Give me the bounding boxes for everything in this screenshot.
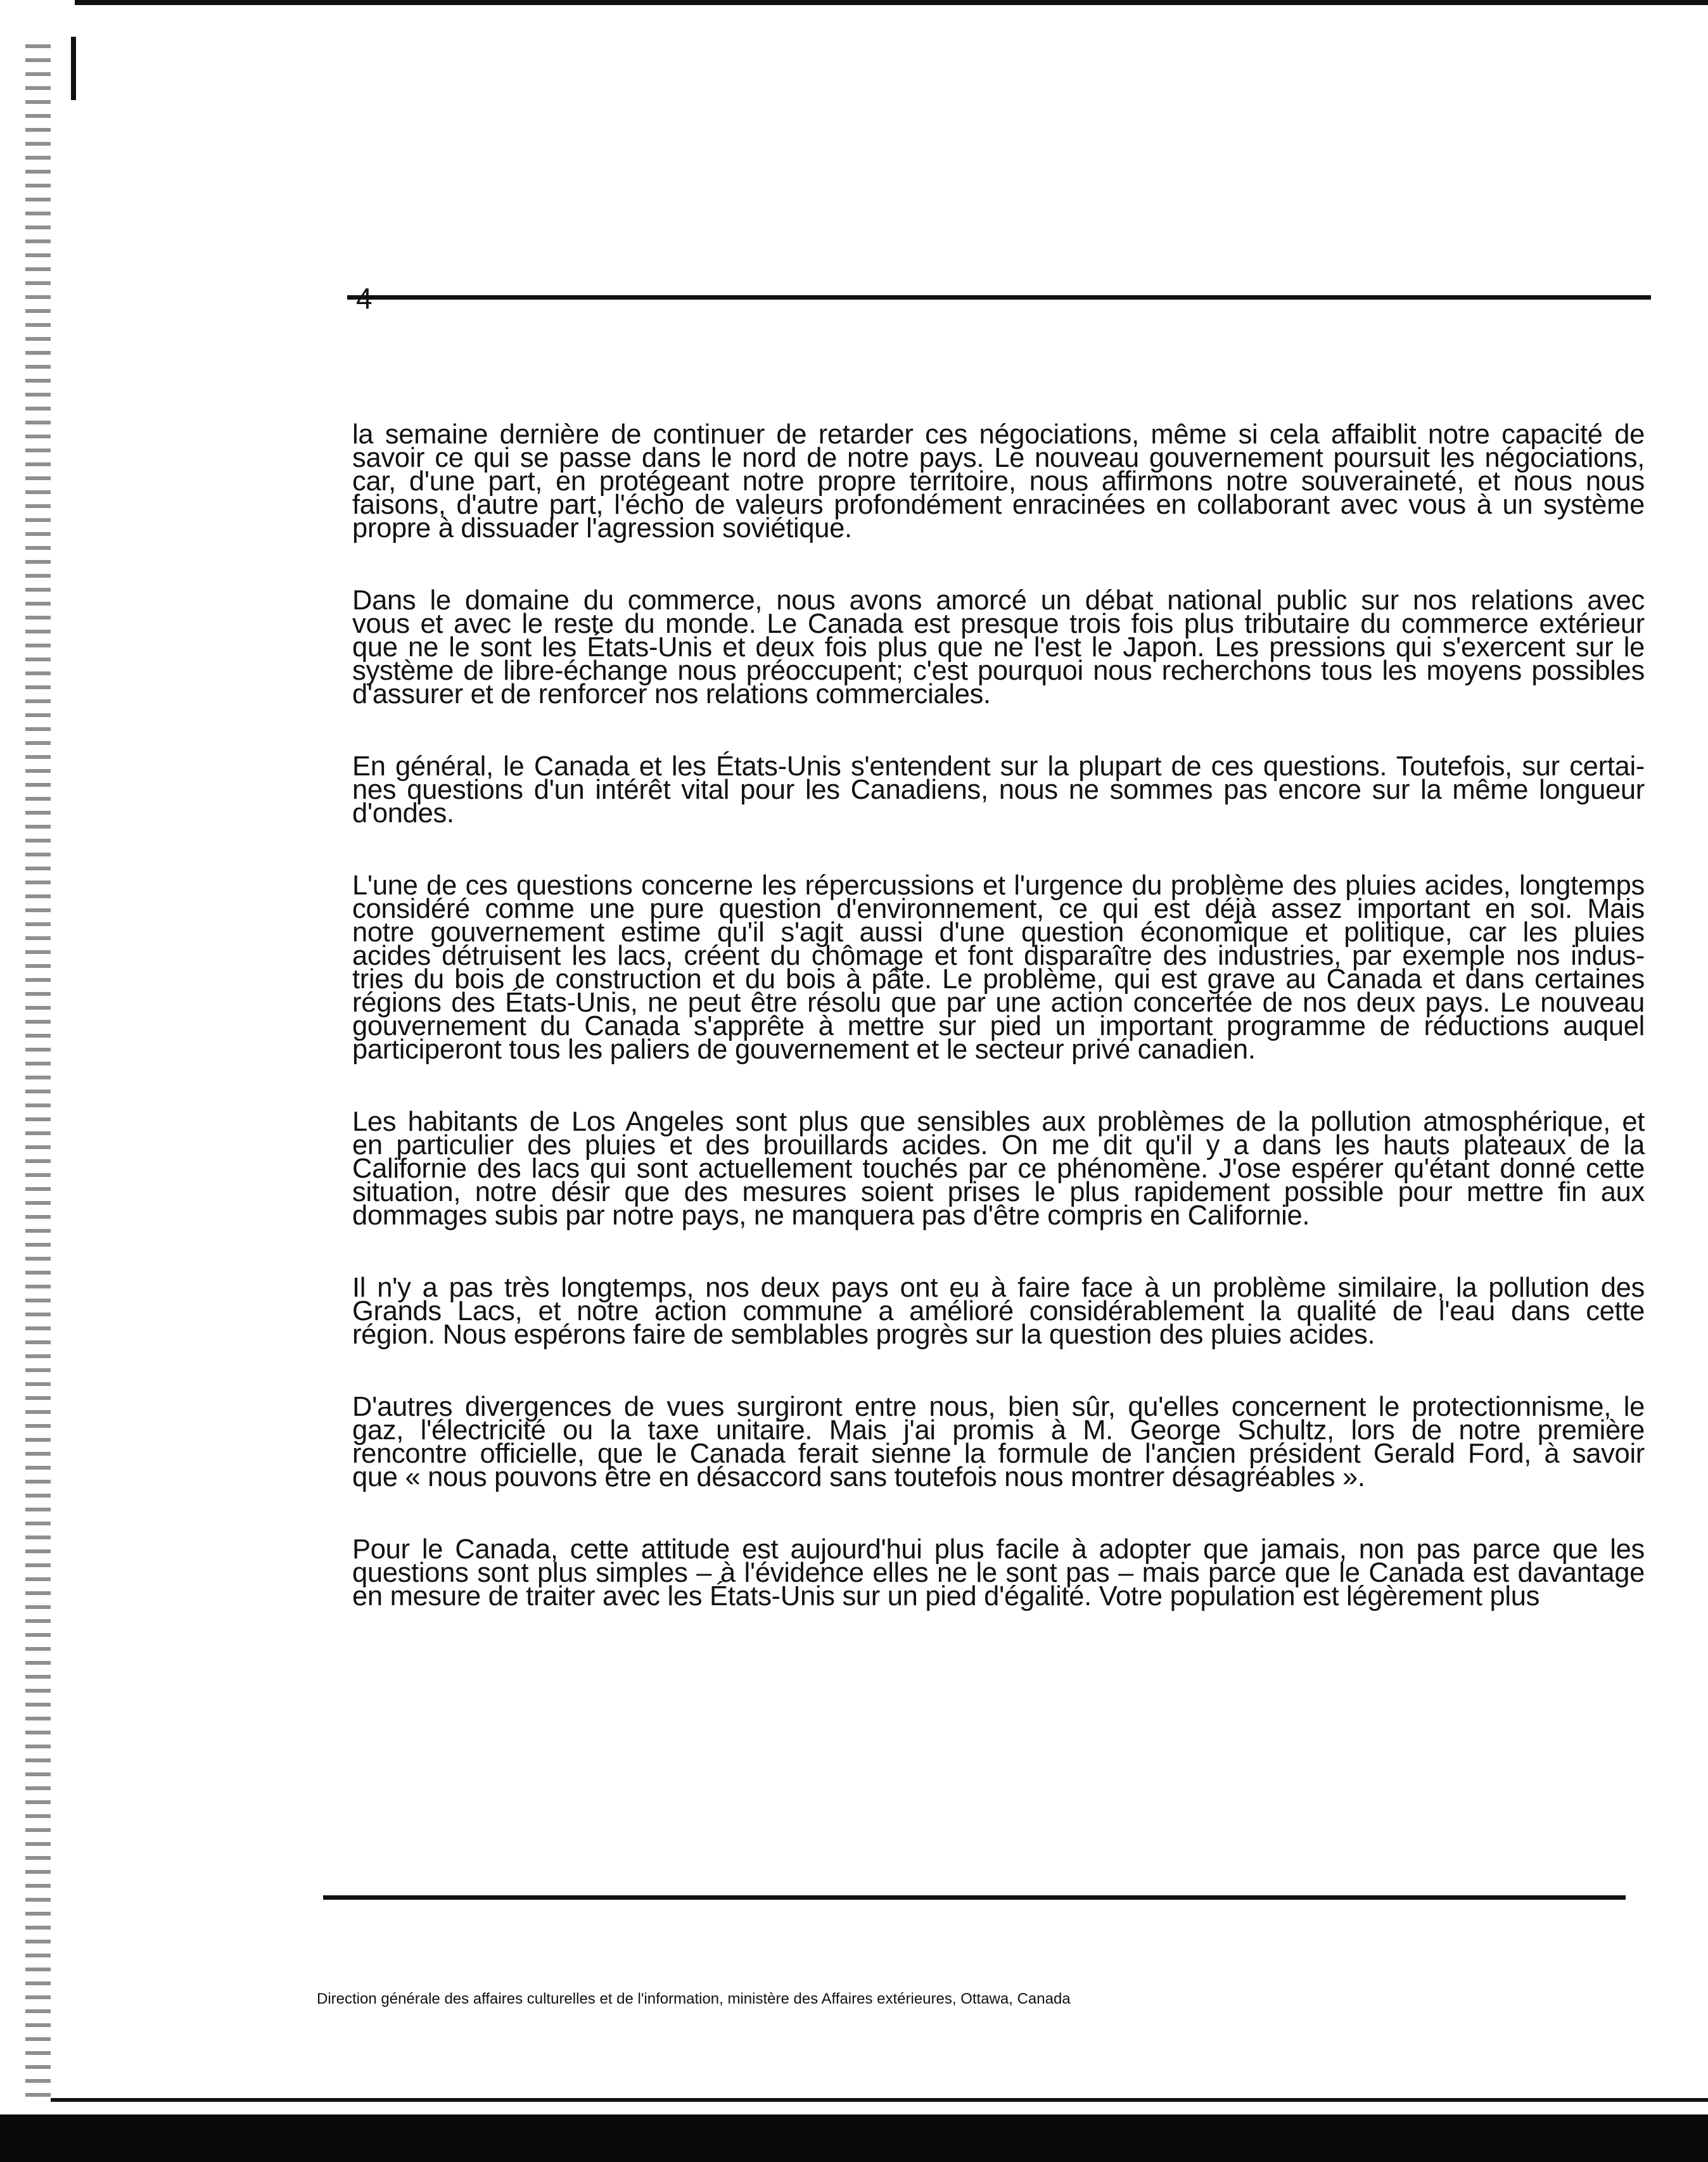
text-line: car, d'une part, en protégeant notre propre territoire, nous affirmons notre souveraineté, et nous nous (352, 466, 1645, 497)
scan-margin-artifact (0, 0, 76, 2162)
text-line: Il n'y a pas très longtemps, nos deux pays ont eu à faire face à un problème similaire, la pollution des (352, 1273, 1645, 1303)
text-line: vous et avec le reste du monde. Le Canada est presque trois fois plus tributaire du commerce extérieur (352, 609, 1645, 639)
text-line: questions sont plus simples – à l'évidence elles ne le sont pas – mais parce que le Canada est davantage (352, 1558, 1645, 1588)
text-line: faisons, d'autre part, l'écho de valeurs profondément enracinées en collaborant avec vous à un système (352, 490, 1645, 520)
paragraph (352, 751, 1645, 829)
text-line: régions des États-Unis, ne peut être résolu que par une action concertée de nos deux pays. Le nouveau (352, 988, 1645, 1018)
text-line: d'assurer et de renforcer nos relations commerciales. (352, 679, 991, 709)
scan-top-edge (75, 0, 1708, 5)
document-body (352, 419, 1645, 1657)
footer-rule (323, 1895, 1626, 1900)
paragraph (352, 1273, 1645, 1350)
text-line: acides détruisent les lacs, créent du chômage et font disparaître des industries, par exemple nos indus- (352, 941, 1645, 971)
text-line: d'ondes. (352, 798, 454, 829)
text-line: nes questions d'un intérêt vital pour les Canadiens, nous ne sommes pas encore sur la même longueur (352, 775, 1645, 805)
text-line: tries du bois de construction et du bois à pâte. Le problème, qui est grave au Canada et dans certaines (352, 964, 1645, 995)
text-line: L'une de ces questions concerne les répercussions et l'urgence du problème des pluies acides, longtemps (352, 870, 1645, 901)
text-line: notre gouvernement estime qu'il s'agit aussi d'une question économique et politique, car les pluies (352, 917, 1645, 948)
text-line: que ne le sont les États-Unis et deux fois plus que ne l'est le Japon. Les pressions qui s'exercent sur le (352, 632, 1645, 663)
paragraph (352, 1534, 1645, 1612)
text-line: Les habitants de Los Angeles sont plus que sensibles aux problèmes de la pollution atmosphérique, et (352, 1107, 1645, 1137)
paragraph (352, 585, 1645, 709)
text-line: système de libre-échange nous préoccupent; c'est pourquoi nous recherchons tous les moyens possibles (352, 656, 1645, 686)
text-line: En général, le Canada et les États-Unis s'entendent sur la plupart de ces questions. Toutefois, sur certai- (352, 751, 1645, 782)
text-line: Grands Lacs, et notre action commune a amélioré considérablement la qualité de l'eau dans cette (352, 1296, 1645, 1326)
text-line: Pour le Canada, cette attitude est aujourd'hui plus facile à adopter que jamais, non pas parce que les (352, 1534, 1645, 1565)
text-line: propre à dissuader l'agression soviétique. (352, 513, 852, 544)
text-line: rencontre officielle, que le Canada ferait sienne la formule de l'ancien président Gerald Ford, à savoir (352, 1439, 1645, 1469)
text-line: participeront tous les paliers de gouvernement et le secteur privé canadien. (352, 1034, 1256, 1065)
text-line: en mesure de traiter avec les États-Unis sur un pied d'égalité. Votre population est légèrement plus (352, 1581, 1540, 1612)
scan-bottom-line (51, 2098, 1708, 2102)
text-line: gouvernement du Canada s'apprête à mettre sur pied un important programme de réductions auquel (352, 1011, 1645, 1041)
text-line: que « nous pouvons être en désaccord sans toutefois nous montrer désagréables ». (352, 1462, 1365, 1492)
text-line: la semaine dernière de continuer de retarder ces négociations, même si cela affaiblit notre capacité de (352, 419, 1645, 450)
footer-credit: Direction générale des affaires culturelles et de l'information, ministère des Affaires extérieures, Ottawa, Canada (317, 1990, 1071, 2007)
text-line: en particulier des pluies et des brouillards acides. On me dit qu'il y a dans les hauts plateaux de la (352, 1130, 1645, 1160)
paragraph (352, 870, 1645, 1065)
text-line: savoir ce qui se passe dans le nord de notre pays. Le nouveau gouvernement poursuit les négociations, (352, 443, 1645, 473)
text-line: D'autres divergences de vues surgiront entre nous, bien sûr, qu'elles concernent le protectionnisme, le (352, 1392, 1645, 1422)
paragraph (352, 1392, 1645, 1492)
text-line: Dans le domaine du commerce, nous avons amorcé un débat national public sur nos relations avec (352, 585, 1645, 616)
text-line: considéré comme une pure question d'environnement, ce qui est déjà assez important en soi. Mais (352, 894, 1645, 924)
paragraph (352, 419, 1645, 544)
header-rule (347, 295, 1651, 300)
text-line: dommages subis par notre pays, ne manquera pas d'être compris en Californie. (352, 1200, 1310, 1231)
page-number: 4 (356, 282, 373, 315)
scan-corner-mark (71, 37, 76, 100)
text-line: gaz, l'électricité ou la taxe unitaire. Mais j'ai promis à M. George Schultz, lors de notre première (352, 1415, 1645, 1446)
text-line: situation, notre désir que des mesures soient prises le plus rapidement possible pour mettre fin aux (352, 1177, 1645, 1207)
scan-bottom-edge (0, 2114, 1708, 2162)
text-line: Californie des lacs qui sont actuellement touchés par ce phénomène. J'ose espérer qu'étant donné cette (352, 1154, 1645, 1184)
paragraph (352, 1107, 1645, 1231)
text-line: région. Nous espérons faire de semblables progrès sur la question des pluies acides. (352, 1319, 1375, 1350)
